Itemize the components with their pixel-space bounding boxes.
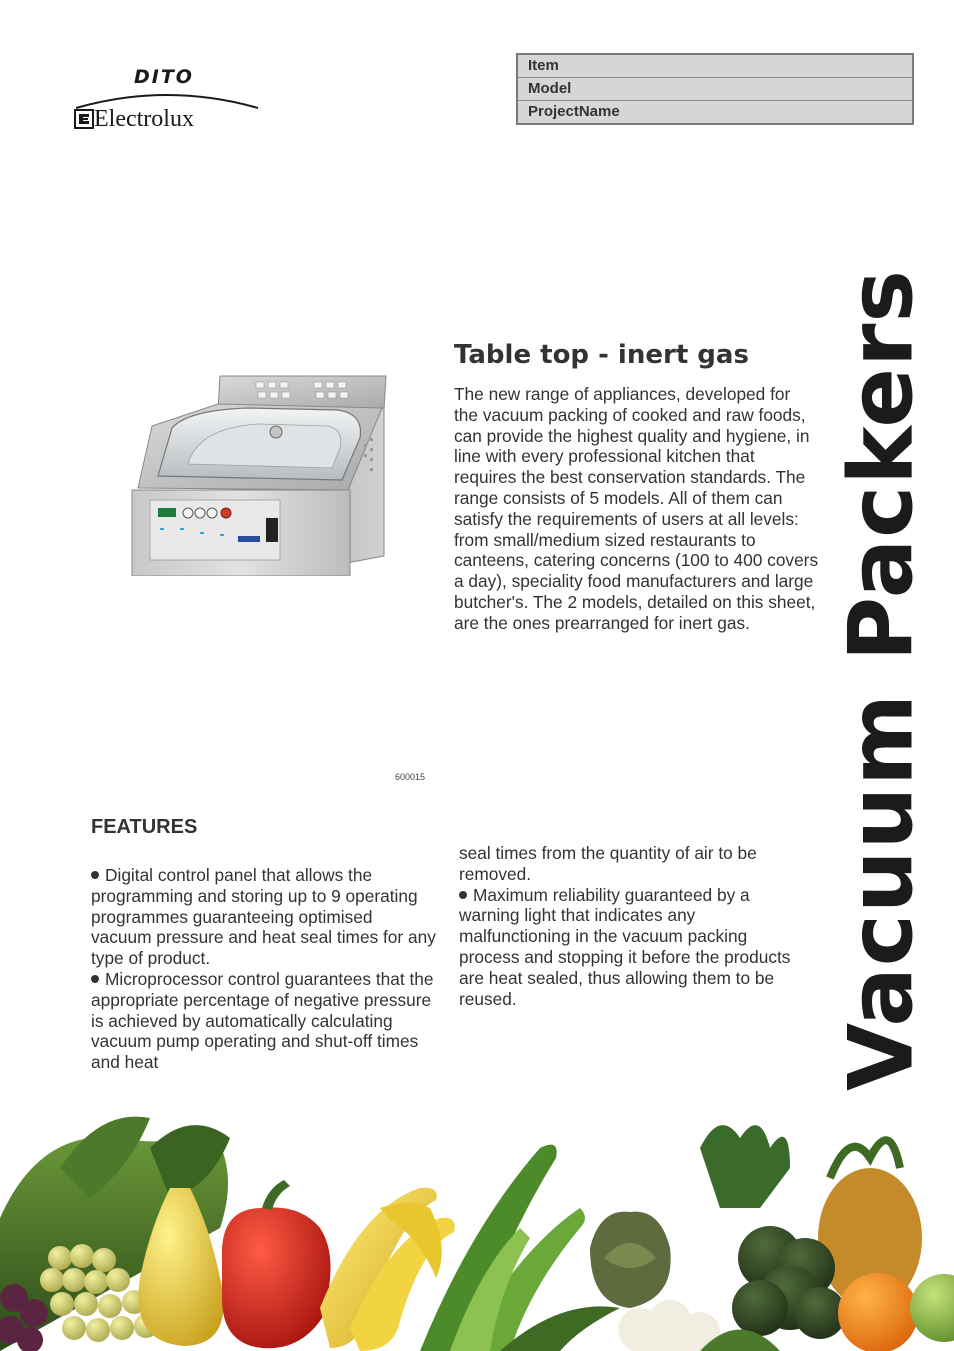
food-banner-image <box>0 1108 954 1351</box>
feature-text: Digital control panel that allows the programming and storing up to 9 operating programmes guaranteeing optimised vacuum pressure and heat seal times for any type of product. <box>91 865 436 969</box>
vertical-title <box>826 269 936 1091</box>
product-description: The new range of appliances, developed for the vacuum packing of cooked and raw foods, can provide the highest quality and hygiene, in line with every professional kitchen that requires the best conservation standards. The range consists of 5 models. All of them can satisfy the requirements of users at all levels: from small/medium sized restaurants to canteens, catering concerns (100 to 400 covers a day), speciality food manufacturers and large butcher's. The 2 models, detailed on this sheet, are the ones prearranged for inert gas. <box>454 384 819 633</box>
electrolux-wordmark: Electrolux <box>94 106 194 132</box>
info-table <box>516 53 914 125</box>
feature-item <box>91 969 436 1073</box>
feature-item-continued <box>459 843 804 885</box>
features-column-1 <box>91 865 436 1073</box>
info-row-project-name: ProjectName <box>518 101 912 123</box>
info-row-model: Model <box>518 78 912 101</box>
image-code: 600015 <box>395 772 426 782</box>
info-row-item: Item <box>518 55 912 78</box>
bullet-icon <box>91 975 99 983</box>
feature-text: seal times from the quantity of air to be removed. <box>459 843 757 884</box>
bullet-icon <box>459 891 467 899</box>
brand-logo <box>74 62 264 134</box>
feature-text: Microprocessor control guarantees that the appropriate percentage of negative pressure is achieved by automatically calculating vacuum pump operating and shut-off times and heat <box>91 968 434 1073</box>
electrolux-emblem-icon <box>74 109 94 129</box>
vacuum-packer-image <box>128 368 390 576</box>
feature-text: Maximum reliability guaranteed by a warning light that indicates any malfunctioning in the vacuum packing process and stopping it before the products are heat sealed, thus allowing them to be reused. <box>459 884 791 1009</box>
features-column-2 <box>459 843 804 1009</box>
bullet-icon <box>91 871 99 879</box>
feature-item <box>91 865 436 969</box>
vertical-title-text: Vacuum Packers <box>829 269 933 1091</box>
dito-wordmark: DITO <box>134 66 194 88</box>
product-heading: Table top - inert gas <box>454 340 749 370</box>
features-heading: FEATURES <box>91 816 198 838</box>
feature-item <box>459 885 804 1010</box>
